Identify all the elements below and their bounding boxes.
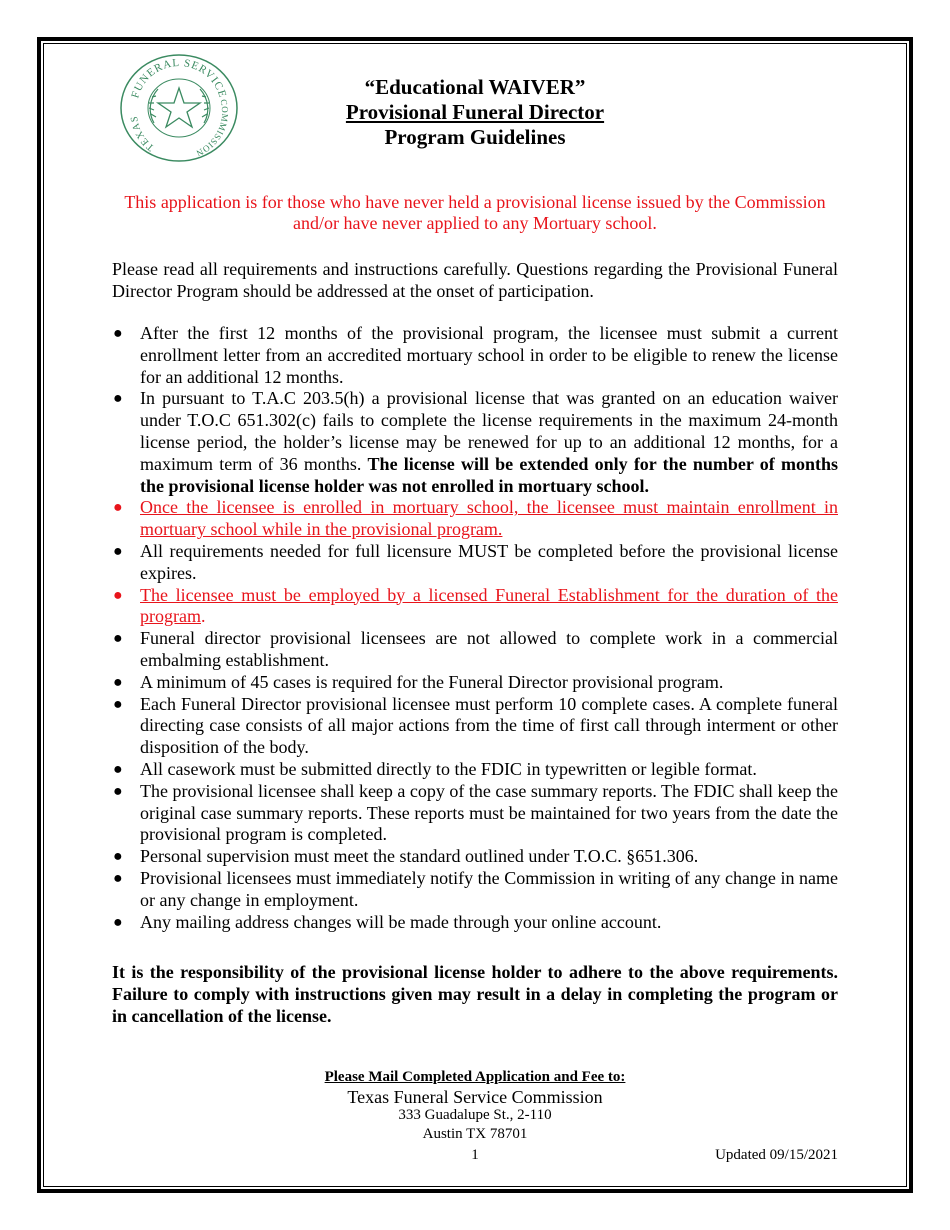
list-item: ● After the first 12 months of the provisional program, the licensee must submit a current enrollment letter from an accredited mortuary school in order to be eligible to renew the license for an additional 12 months.	[113, 323, 838, 387]
title-program-guidelines: Program Guidelines	[384, 125, 566, 149]
updated-date: Updated 09/15/2021	[715, 1147, 838, 1163]
mail-address-city: Austin TX 78701	[422, 1126, 528, 1142]
intro-paragraph: Please read all requirements and instructions carefully. Questions regarding the Provisional Funeral Director Program should be addressed at the onset of participation.	[112, 259, 838, 301]
bullet-icon: ●	[113, 848, 123, 866]
bullet-icon: ●	[113, 673, 123, 691]
list-item: ● All requirements needed for full licensure MUST be completed before the provisional license expires.	[113, 540, 838, 583]
list-item: ● Provisional licensees must immediately notify the Commission in writing of any change in name or any change in employment.	[113, 867, 838, 910]
bullet-icon: ●	[113, 542, 123, 560]
seal-left-text: TEXAS	[128, 114, 157, 154]
seal-top-text: FUNERAL SERVICE	[129, 56, 229, 100]
list-item: ● The provisional licensee shall keep a copy of the case summary reports. The FDIC shall keep the original case summary reports. These reports must be maintained for two years from the date the provisional program is completed.	[113, 780, 838, 845]
bullet-icon: ●	[113, 630, 123, 648]
eligibility-notice: This application is for those who have never held a provisional license issued by the Commission and/or have never applied to any Mortuary school.	[124, 192, 826, 233]
list-item: ● Personal supervision must meet the standard outlined under T.O.C. §651.306.	[113, 846, 699, 867]
list-item: ● In pursuant to T.A.C 203.5(h) a provisional license that was granted on an education waiver under T.O.C 651.302(c) fails to complete the license requirements in the maximum 24-month license period, the holder’s license may be renewed for up to an additional 12 months, for a maximum term of 36 months. The license will be extended only for the number of months the provisional license holder was not enrolled in mortuary school.	[113, 388, 839, 496]
mail-address-street: 333 Guadalupe St., 2-110	[398, 1107, 552, 1123]
requirements-list	[112, 323, 838, 933]
texas-funeral-service-commission-seal	[118, 53, 240, 163]
bullet-icon: ●	[113, 913, 123, 931]
bullet-icon: ●	[113, 586, 123, 604]
list-item: ● Each Funeral Director provisional licensee must perform 10 complete cases. A complete funeral directing case consists of all major actions from the time of first call through interment or other disposition of the body.	[113, 693, 838, 758]
seal-right-text: COMMISSION	[194, 98, 231, 159]
list-item: ● Any mailing address changes will be made through your online account.	[113, 911, 662, 932]
page-number: 1	[471, 1147, 479, 1163]
svg-text:COMMISSION	[194, 98, 230, 158]
list-item: ● All casework must be submitted directly to the FDIC in typewritten or legible format.	[113, 758, 757, 779]
bullet-icon: ●	[113, 760, 123, 778]
bullet-icon: ●	[113, 695, 123, 713]
list-item: ● The licensee must be employed by a licensed Funeral Establishment for the duration of the program.	[113, 584, 838, 627]
title-educational-waiver: “Educational WAIVER”	[364, 75, 586, 99]
bullet-icon: ●	[113, 869, 123, 887]
list-item: ● A minimum of 45 cases is required for the Funeral Director provisional program.	[113, 671, 724, 692]
list-item: ● Once the licensee is enrolled in mortuary school, the licensee must maintain enrollment in mortuary school while in the provisional program.	[113, 497, 838, 540]
bullet-icon: ●	[113, 325, 123, 342]
bullet-icon: ●	[113, 499, 123, 517]
bullet-icon: ●	[113, 390, 123, 408]
bullet-icon: ●	[113, 782, 123, 800]
responsibility-statement: It is the responsibility of the provisional license holder to adhere to the above requirements. Failure to comply with instructions given may result in a delay in completing the program or in cancellation of the license.	[112, 962, 838, 1026]
mail-heading: Please Mail Completed Application and Fee to:	[324, 1069, 626, 1085]
mail-organization: Texas Funeral Service Commission	[347, 1087, 603, 1107]
list-item: ● Funeral director provisional licensees are not allowed to complete work in a commercial embalming establishment.	[113, 628, 838, 670]
svg-text:FUNERAL SERVICE	[129, 57, 228, 100]
title-provisional-funeral-director: Provisional Funeral Director	[345, 100, 605, 124]
